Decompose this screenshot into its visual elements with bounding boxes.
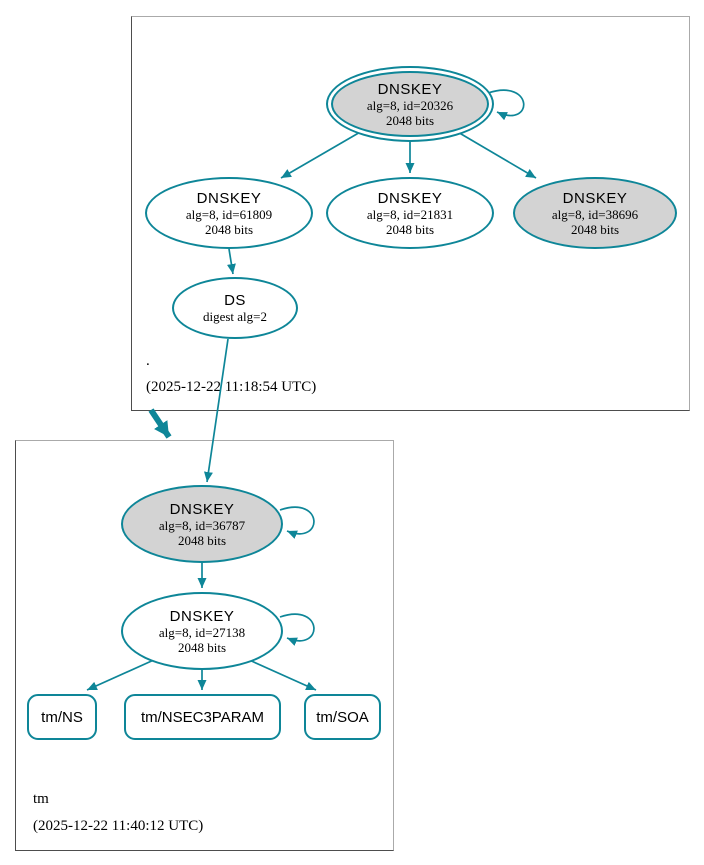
node-detail: alg=8, id=36787	[158, 517, 246, 533]
node-bits: 2048 bits	[177, 532, 227, 548]
node-title: DNSKEY	[169, 500, 235, 518]
node-detail: alg=8, id=61809	[185, 206, 273, 222]
dnskey-node-root-21831[interactable]	[326, 177, 494, 249]
rrset-label: tm/NSEC3PARAM	[140, 708, 265, 726]
rrset-label: tm/SOA	[316, 708, 369, 726]
node-bits: 2048 bits	[177, 639, 227, 655]
dnskey-node-root-38696[interactable]	[513, 177, 677, 249]
dnskey-node-root-61809[interactable]	[145, 177, 313, 249]
tm-zone-label: tm	[33, 791, 49, 807]
node-title: DNSKEY	[562, 189, 628, 207]
rrset-node-tm-ns[interactable]	[27, 694, 97, 740]
node-detail: alg=8, id=21831	[366, 206, 454, 222]
node-detail: alg=8, id=38696	[551, 206, 639, 222]
edge-delegation-root-to-tm	[151, 410, 169, 437]
node-title: DNSKEY	[169, 607, 235, 625]
node-bits: 2048 bits	[570, 221, 620, 237]
node-detail: alg=8, id=20326	[366, 97, 454, 113]
tm-zone-timestamp: (2025-12-22 11:40:12 UTC)	[33, 818, 204, 834]
node-title: DNSKEY	[377, 80, 443, 98]
node-bits: 2048 bits	[385, 221, 435, 237]
dnskey-node-tm-27138[interactable]	[121, 592, 283, 670]
root-zone-label: .	[146, 353, 150, 369]
node-bits: 2048 bits	[204, 221, 254, 237]
ds-node-root[interactable]	[172, 277, 298, 339]
node-title: DNSKEY	[377, 189, 443, 207]
node-detail: digest alg=2	[202, 309, 268, 324]
node-detail: alg=8, id=27138	[158, 624, 246, 640]
rrset-node-tm-nsec3param[interactable]	[124, 694, 281, 740]
node-title: DNSKEY	[196, 189, 262, 207]
node-title: DS	[224, 292, 246, 309]
node-bits: 2048 bits	[385, 112, 435, 128]
root-zone-timestamp: (2025-12-22 11:18:54 UTC)	[146, 379, 317, 395]
dnskey-node-tm-ksk-36787[interactable]	[121, 485, 283, 563]
rrset-node-tm-soa[interactable]	[304, 694, 381, 740]
rrset-label: tm/NS	[41, 708, 83, 726]
dnskey-node-root-ksk-20326-inner	[331, 71, 489, 137]
dnskey-node-root-ksk-20326[interactable]	[326, 66, 494, 142]
